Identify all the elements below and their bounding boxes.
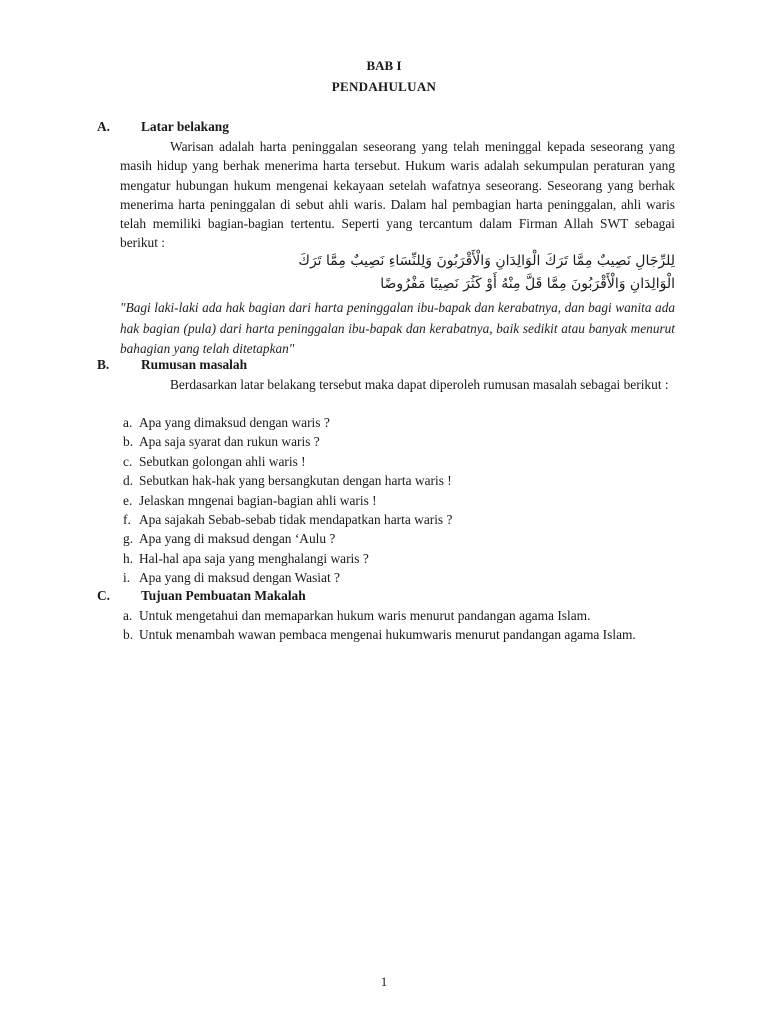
list-item-text: Untuk menambah wawan pembaca mengenai hukumwaris menurut pandangan agama Islam. [139,627,636,643]
list-marker: d. [123,473,134,489]
list-marker: f. [123,512,131,528]
list-marker: c. [123,453,133,469]
list-item [120,510,680,529]
list-item-text: Apa saja syarat dan rukun waris ? [139,434,320,450]
list-item-text: Apa yang dimaksud dengan waris ? [139,415,330,430]
section-b-paragraph-text: Berdasarkan latar belakang tersebut maka dapat diperoleh rumusan masalah sebagai berikut : [170,377,669,392]
list-marker: h. [123,550,134,566]
list-item [120,491,680,510]
arabic-verse-line-2: الْوَالِدَانِ وَالْأَقْرَبُونَ مِمَّا قَلَّ مِنْهُ أَوْ كَثُرَ نَصِيبًا مَفْرُوضًا [380,276,675,292]
section-b-paragraph [120,375,675,394]
list-item-text: Apa yang di maksud dengan Wasiat ? [139,570,340,586]
purpose-list [120,606,680,645]
list-marker: g. [123,531,134,547]
list-marker: a. [123,415,133,430]
list-item-text: Jelaskan mngenai bagian-bagian ahli waris ! [139,492,377,508]
list-item-text: Apa sajakah Sebab-sebab tidak mendapatkan harta waris ? [139,512,453,528]
section-a-letter: A. [97,119,111,134]
list-marker: a. [123,608,133,623]
chapter-title: PENDAHULUAN [331,79,437,94]
list-item-text: Apa yang di maksud dengan ‘Aulu ? [139,531,336,547]
list-item [120,432,680,451]
section-a-paragraph-text: Warisan adalah harta peninggalan seseorang yang telah meninggal kepada seseorang yang masih hidup yang berhak menerima harta tersebut. Hukum waris adalah sekumpulan peraturan yang mengatur hubungan hukum mengenai kekayaan setelah wafatnya seseorang. Seseorang yang berhak menerima harta peninggalan di sebut ahli waris. Dalam hal pembagian harta peninggalan, ahli waris telah memiliki bagian-bagian tertentu. Seperti yang tercantum dalam Firman Allah SWT sebagai berikut : [120,139,675,251]
page-number: 1 [380,974,388,989]
list-marker: b. [123,434,134,450]
verse-translation: "Bagi laki-laki ada hak bagian dari harta peninggalan ibu-bapak dan kerabatnya, dan bagi wanita ada hak bagian (pula) dari harta peninggalan ibu-bapak dan kerabatnya, baik sedikit atau banyak menurut bahagian yang telah ditetapkan" [120,300,675,356]
chapter-heading: BAB I [366,58,402,73]
list-item-text: Untuk mengetahui dan memaparkan hukum waris menurut pandangan agama Islam. [139,608,591,623]
section-a-paragraph [120,137,675,253]
problem-list [120,413,680,588]
list-item [120,606,680,625]
section-b-letter: B. [97,357,110,372]
list-item [120,452,680,471]
list-marker: i. [123,570,131,586]
list-item [120,471,680,490]
section-a-title: Latar belakang [141,119,229,134]
section-c-letter: C. [97,588,111,603]
list-item-text: Hal-hal apa saja yang menghalangi waris ? [139,550,369,566]
section-c-title: Tujuan Pembuatan Makalah [141,588,306,603]
list-item-text: Sebutkan hak-hak yang bersangkutan dengan harta waris ! [139,473,452,489]
list-marker: b. [123,627,134,643]
list-marker: e. [123,492,133,508]
list-item [120,413,680,432]
list-item [120,549,680,568]
list-item [120,625,694,644]
list-item [120,568,680,587]
list-item-text: Sebutkan golongan ahli waris ! [139,453,306,469]
arabic-verse-line-1: لِلرِّجَالِ نَصِيبٌ مِمَّا تَرَكَ الْوَالِدَانِ وَالْأَقْرَبُونَ وَلِلنِّسَاءِ نَصِيبٌ مِمَّا تَرَكَ [298,253,675,269]
list-item [120,529,680,548]
section-b-title: Rumusan masalah [141,357,248,372]
